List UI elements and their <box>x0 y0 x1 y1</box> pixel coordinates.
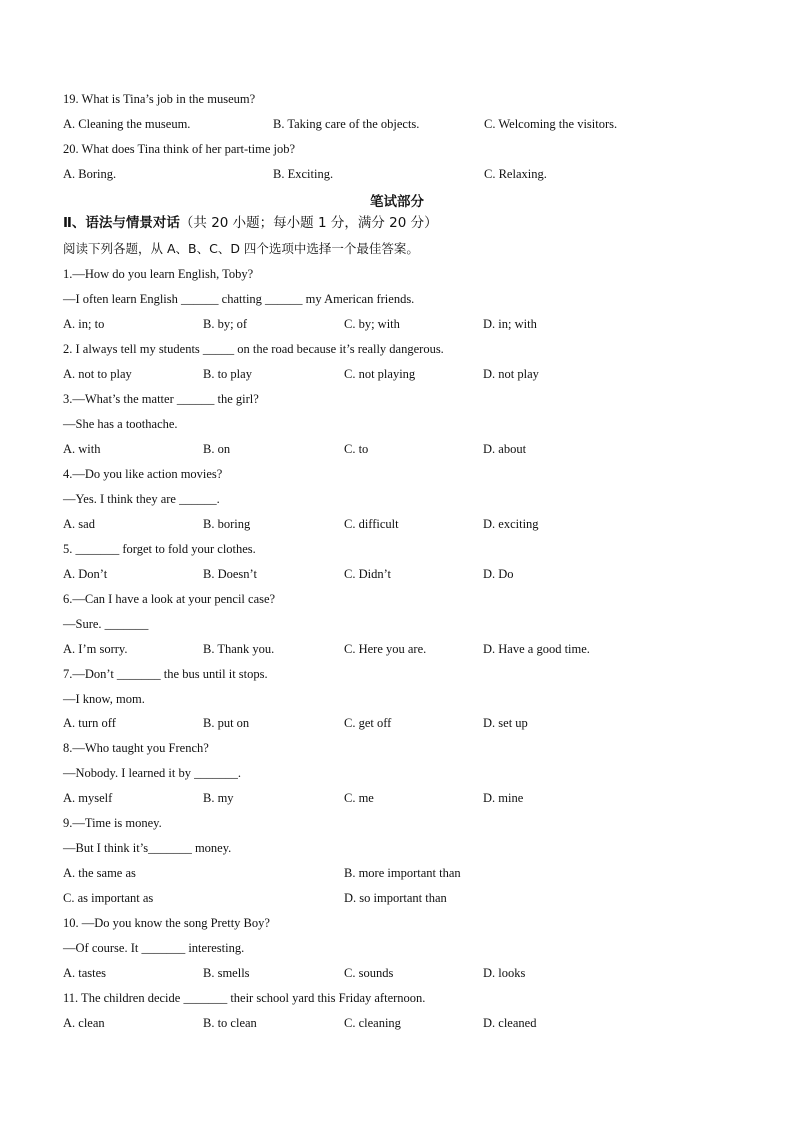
section-instruction: 阅读下列各题，从 A、B、C、D 四个选项中选择一个最佳答案。 <box>63 241 419 256</box>
q7-option-d: D. set up <box>483 716 528 730</box>
question-1-stem: 1.—How do you learn English, Toby? <box>63 267 254 281</box>
q9-option-a: A. the same as <box>63 866 136 880</box>
question-4-stem: 4.—Do you like action movies? <box>63 467 223 481</box>
q19-option-a: A. Cleaning the museum. <box>63 117 191 131</box>
question-19: 19. What is Tina’s job in the museum? <box>63 92 256 106</box>
question-3-stem: 3.—What’s the matter ______ the girl? <box>63 392 259 406</box>
q5-option-b: B. Doesn’t <box>203 567 257 581</box>
question-7-response: —I know, mom. <box>63 692 145 706</box>
q19-option-b: B. Taking care of the objects. <box>273 117 420 131</box>
q11-option-b: B. to clean <box>203 1016 257 1030</box>
q10-option-c: C. sounds <box>344 966 394 980</box>
q9-option-d: D. so important than <box>344 891 447 905</box>
q2-option-b: B. to play <box>203 367 252 381</box>
q1-option-a: A. in; to <box>63 317 105 331</box>
q8-option-a: A. myself <box>63 791 113 805</box>
written-part-header: 笔试部分 <box>370 194 424 210</box>
q1-option-b: B. by; of <box>203 317 248 331</box>
q20-option-b: B. Exciting. <box>273 167 334 181</box>
q4-option-c: C. difficult <box>344 517 399 531</box>
question-9-response: —But I think it’s_______ money. <box>63 841 232 855</box>
section-title-bold: Ⅱ、语法与情景对话 <box>63 215 180 231</box>
q7-option-b: B. put on <box>203 716 250 730</box>
q6-option-a: A. I’m sorry. <box>63 642 128 656</box>
q3-option-a: A. with <box>63 442 101 456</box>
question-1-response: —I often learn English ______ chatting ______ my American friends. <box>63 292 415 306</box>
q4-option-b: B. boring <box>203 517 251 531</box>
question-10-stem: 10. —Do you know the song Pretty Boy? <box>63 916 270 930</box>
question-8-stem: 8.—Who taught you French? <box>63 741 209 755</box>
q8-option-b: B. my <box>203 791 234 805</box>
q1-option-c: C. by; with <box>344 317 400 331</box>
q7-option-a: A. turn off <box>63 716 116 730</box>
q3-option-b: B. on <box>203 442 231 456</box>
q5-option-d: D. Do <box>483 567 514 581</box>
question-11-stem: 11. The children decide _______ their school yard this Friday afternoon. <box>63 991 426 1005</box>
q4-option-d: D. exciting <box>483 517 539 531</box>
question-20: 20. What does Tina think of her part-time job? <box>63 142 296 156</box>
q8-option-d: D. mine <box>483 791 524 805</box>
question-3-response: —She has a toothache. <box>63 417 178 431</box>
question-9-stem: 9.—Time is money. <box>63 816 162 830</box>
q10-option-d: D. looks <box>483 966 526 980</box>
q8-option-c: C. me <box>344 791 374 805</box>
question-4-response: —Yes. I think they are ______. <box>63 492 220 506</box>
q7-option-c: C. get off <box>344 716 392 730</box>
question-10-response: —Of course. It _______ interesting. <box>63 941 245 955</box>
q9-option-c: C. as important as <box>63 891 154 905</box>
section-title-rest: （共 20 小题；每小题 1 分，满分 20 分） <box>179 215 438 231</box>
question-2-stem: 2. I always tell my students _____ on the road because it’s really dangerous. <box>63 342 444 356</box>
q2-option-c: C. not playing <box>344 367 416 381</box>
question-8-response: —Nobody. I learned it by _______. <box>63 766 241 780</box>
q20-option-a: A. Boring. <box>63 167 117 181</box>
q6-option-b: B. Thank you. <box>203 642 275 656</box>
q4-option-a: A. sad <box>63 517 95 531</box>
q19-option-c: C. Welcoming the visitors. <box>484 117 618 131</box>
q10-option-a: A. tastes <box>63 966 107 980</box>
q1-option-d: D. in; with <box>483 317 537 331</box>
question-5-stem: 5. _______ forget to fold your clothes. <box>63 542 256 556</box>
section-title <box>63 215 438 231</box>
question-6-response: —Sure. _______ <box>63 617 149 631</box>
q9-option-b: B. more important than <box>344 866 461 880</box>
q3-option-d: D. about <box>483 442 527 456</box>
q6-option-d: D. Have a good time. <box>483 642 590 656</box>
q11-option-d: D. cleaned <box>483 1016 537 1030</box>
q11-option-c: C. cleaning <box>344 1016 401 1030</box>
question-6-stem: 6.—Can I have a look at your pencil case? <box>63 592 276 606</box>
q3-option-c: C. to <box>344 442 369 456</box>
q11-option-a: A. clean <box>63 1016 105 1030</box>
question-7-stem: 7.—Don’t _______ the bus until it stops. <box>63 667 268 681</box>
q2-option-a: A. not to play <box>63 367 132 381</box>
q2-option-d: D. not play <box>483 367 539 381</box>
q6-option-c: C. Here you are. <box>344 642 427 656</box>
q10-option-b: B. smells <box>203 966 250 980</box>
q5-option-c: C. Didn’t <box>344 567 391 581</box>
q20-option-c: C. Relaxing. <box>484 167 547 181</box>
q5-option-a: A. Don’t <box>63 567 108 581</box>
